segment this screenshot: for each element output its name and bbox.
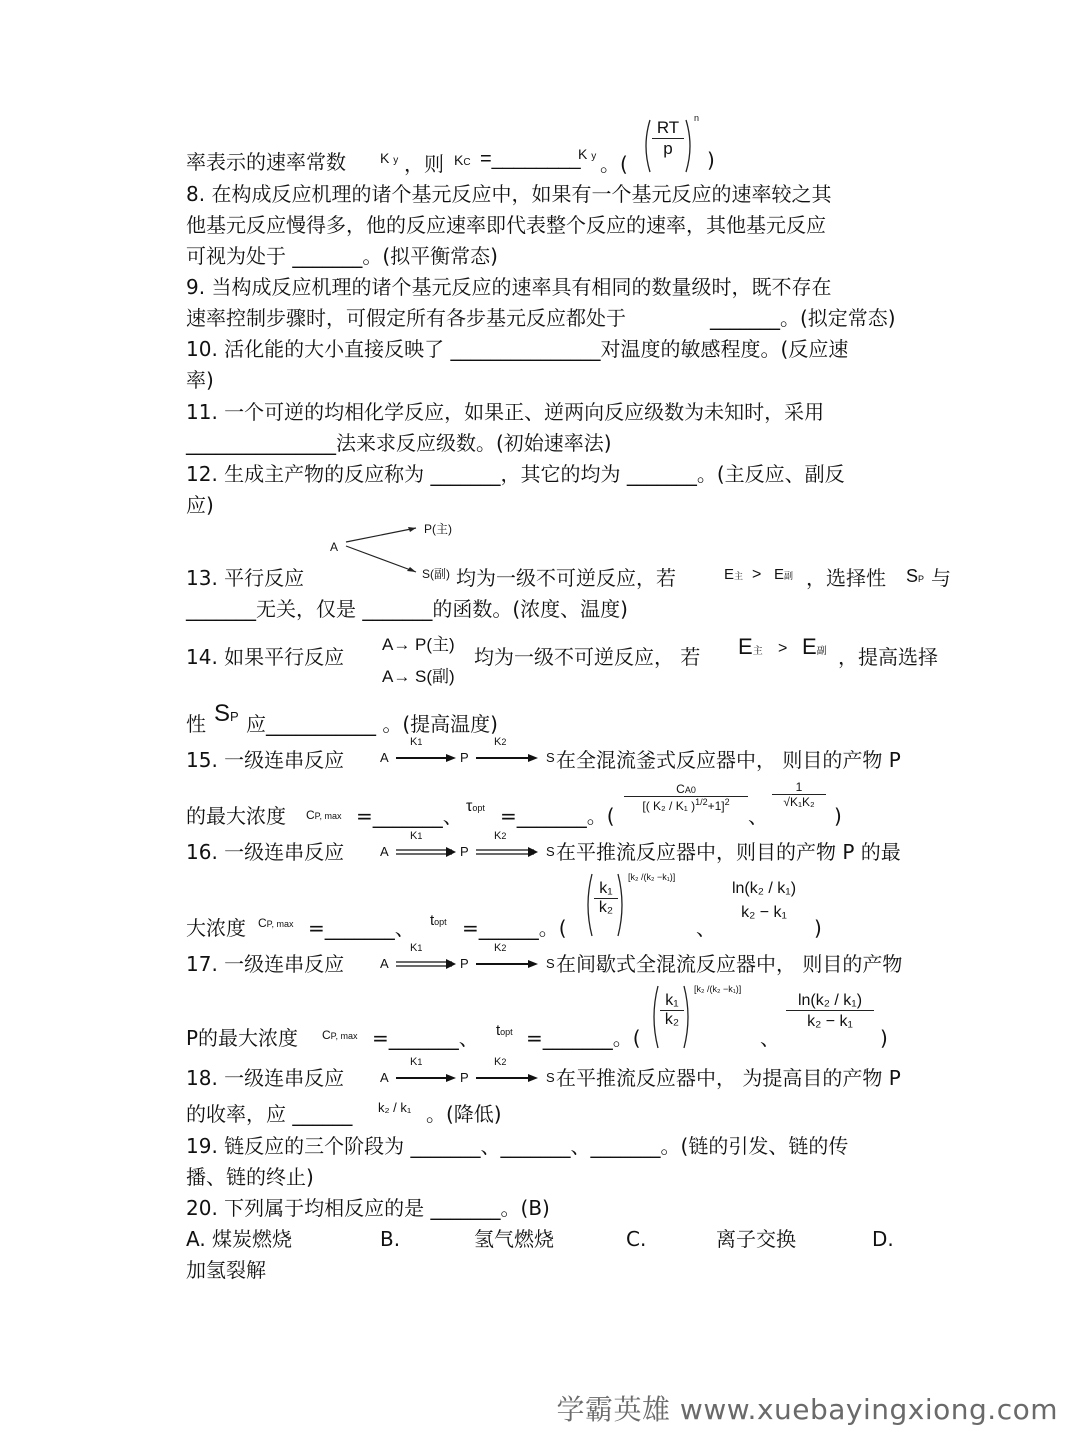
- intermediate-p: P: [460, 956, 469, 971]
- option-c: 离子交换: [716, 1227, 796, 1251]
- reactant-a: A: [380, 956, 389, 971]
- q15-label: 15. 一级连串反应: [186, 748, 345, 772]
- q9-line-2b: _______。(拟定常态): [710, 306, 896, 330]
- sp-symbol: SP: [906, 566, 925, 586]
- q13-text-2: ，选择性: [806, 566, 886, 590]
- k2-label: K2: [494, 830, 507, 842]
- series-arrows-icon: [396, 1068, 544, 1090]
- q18-text: 在平推流反应器中， 为提高目的产物 P: [556, 1066, 901, 1090]
- reaction-1: A→ P(主): [382, 635, 455, 654]
- q8-line-3: 可视为处于 _______。(拟平衡常态): [186, 244, 498, 268]
- text: ，则: [404, 152, 444, 176]
- k2-over-k1: k₂ / k₁: [378, 1100, 412, 1115]
- option-d-letter: D.: [872, 1227, 894, 1251]
- product-p-main: P(主): [424, 522, 452, 536]
- k2-label: K2: [494, 942, 507, 954]
- cp-max: CP, max: [258, 916, 294, 930]
- q9-line-1: 9. 当构成反应机理的诸个基元反应的速率具有相同的数量级时，既不存在: [186, 275, 832, 299]
- reactant-a: A: [380, 1070, 389, 1085]
- reactant-a: A: [330, 540, 339, 554]
- text: ): [707, 148, 715, 172]
- ln-fraction: ln(k₂ / k₁) k₂ − k₁: [731, 880, 797, 921]
- intermediate-p: P: [460, 844, 469, 859]
- text: 、: [696, 916, 716, 940]
- e-side: E副: [774, 566, 794, 583]
- ky-symbol: K y: [380, 150, 399, 166]
- answer-fraction-2: $\frac{1}{\text{√K₁K₂}}$: [772, 780, 826, 809]
- q14-text-2: ，提高选择: [838, 645, 938, 669]
- product-s: S: [546, 750, 555, 765]
- text: ): [834, 804, 842, 828]
- product-s: S: [546, 956, 555, 971]
- option-b-letter: B.: [380, 1227, 401, 1251]
- reaction-2: A→ S(副): [382, 667, 455, 686]
- option-d: 加氢裂解: [186, 1258, 266, 1282]
- k1-over-k2: $\frac{\text{k₁}}{\text{k₂}}$: [660, 992, 684, 1029]
- q14-line-2b: 应___________ 。(提高温度): [246, 712, 498, 736]
- k1-over-k2: $\frac{\text{k₁}}{\text{k₂}}$: [594, 880, 618, 917]
- q15-text: 在全混流釜式反应器中， 则目的产物 P: [556, 748, 901, 772]
- q13-text-3: 与: [931, 566, 951, 590]
- series-arrows-icon: [396, 842, 544, 864]
- k1-label: K1: [410, 736, 423, 748]
- q11-line-2: _______________法来求反应级数。(初始速率法): [186, 431, 612, 455]
- sp-symbol: SP: [214, 700, 239, 727]
- q18-line-2: 的收率，应 ______: [186, 1102, 353, 1126]
- q12-line-2: 应): [186, 493, 214, 517]
- q9-line-2: 速率控制步骤时，可假定所有各步基元反应都处于: [186, 306, 626, 330]
- answer-fraction-1: $\frac{CA0}{[( K_2 / K_1 )^{1/2}+1]^2}$: [624, 782, 748, 813]
- e-side: E副: [802, 634, 827, 659]
- k1-label: K1: [410, 942, 423, 954]
- series-arrows-icon: [396, 748, 544, 770]
- exponent: [k₂ /(k₂ −k₁)]: [628, 872, 676, 882]
- q20-line-1: 20. 下列属于均相反应的是 _______。(B): [186, 1196, 550, 1220]
- q17-label: 17. 一级连串反应: [186, 952, 345, 976]
- option-a: A. 煤炭燃烧: [186, 1227, 293, 1251]
- blank-1: =_______、: [372, 1026, 479, 1050]
- series-arrows-icon: [396, 954, 544, 976]
- q16-label: 16. 一级连串反应: [186, 840, 345, 864]
- blank-2: =______。(: [462, 916, 567, 940]
- q15-line-2: 的最大浓度: [186, 804, 286, 828]
- k1-label: K1: [410, 1056, 423, 1068]
- option-b: 氢气燃烧: [474, 1227, 554, 1251]
- blank-2: =_______。(: [526, 1026, 641, 1050]
- exponent: [k₂ /(k₂ −k₁)]: [694, 984, 742, 994]
- q8-line-2: 他基元反应慢得多，他的反应速率即代表整个反应的速率，其他基元反应: [186, 213, 826, 237]
- blank-1: =_______、: [356, 804, 463, 828]
- cp-max: CP, max: [322, 1028, 358, 1042]
- q16-text: 在平推流反应器中，则目的产物 P 的最: [556, 840, 901, 864]
- blank: =________: [480, 148, 581, 170]
- q17-text: 在间歇式全混流反应器中， 则目的产物: [556, 952, 903, 976]
- ky-symbol-2: K y: [578, 146, 597, 162]
- product-s: S: [546, 844, 555, 859]
- exponent-n: n: [694, 113, 700, 123]
- q10-line-1: 10. 活化能的大小直接反映了 _______________对温度的敏感程度。(反应速: [186, 337, 849, 361]
- text: 、: [760, 1026, 780, 1050]
- k1-label: K1: [410, 830, 423, 842]
- q19-line-2: 播、链的终止): [186, 1165, 314, 1189]
- q16-line-2: 大浓度: [186, 916, 246, 940]
- tau-opt: τopt: [466, 798, 485, 815]
- k2-label: K2: [494, 736, 507, 748]
- t-opt: topt: [430, 912, 447, 929]
- product-s-side: S(副): [422, 567, 450, 581]
- q14-text: 均为一级不可逆反应， 若: [474, 645, 701, 669]
- watermark: 学霸英雄 www.xuebayingxiong.com: [556, 1393, 1058, 1426]
- q13-label: 13. 平行反应: [186, 566, 305, 590]
- greater-than: >: [752, 566, 762, 583]
- greater-than: >: [778, 640, 788, 657]
- q18-answer: 。(降低): [426, 1102, 502, 1126]
- cp-max: CP, max: [306, 808, 342, 822]
- q13-line-2: _______无关，仅是 _______的函数。(浓度、温度): [186, 597, 628, 621]
- intermediate-p: P: [460, 750, 469, 765]
- intermediate-p: P: [460, 1070, 469, 1085]
- text: ): [880, 1026, 888, 1050]
- q18-label: 18. 一级连串反应: [186, 1066, 345, 1090]
- q11-line-1: 11. 一个可逆的均相化学反应，如果正、逆两向反应级数为未知时，采用: [186, 400, 825, 424]
- e-main: E主: [738, 634, 763, 659]
- ln-fraction: $\frac{\text{ln(k₂ / k₁)}}{\text{k₂ − k₁}}$: [786, 992, 874, 1031]
- q14-label: 14. 如果平行反应: [186, 645, 345, 669]
- text: 、: [748, 804, 768, 828]
- line-1: [186, 148, 346, 176]
- branch-arrows-icon: [344, 520, 424, 580]
- q17-line-2: P的最大浓度: [186, 1026, 299, 1050]
- text: ): [814, 916, 822, 940]
- rt-over-p: $\frac{RT}{p}$: [652, 118, 684, 159]
- option-c-letter: C.: [626, 1227, 647, 1251]
- text: 。(: [600, 152, 628, 176]
- q19-line-1: 19. 链反应的三个阶段为 _______、_______、_______。(链的引发、链的传: [186, 1134, 849, 1158]
- blank-2: =_______。(: [500, 804, 615, 828]
- blank-1: =_______、: [308, 916, 415, 940]
- e-main: E主: [724, 566, 744, 583]
- q10-line-2: 率): [186, 368, 214, 392]
- t-opt: topt: [496, 1022, 513, 1039]
- q13-text: 均为一级不可逆反应，若: [456, 566, 676, 590]
- kc-symbol: KC: [454, 152, 471, 168]
- product-s: S: [546, 1070, 555, 1085]
- k2-label: K2: [494, 1056, 507, 1068]
- q8-line-1: 8. 在构成反应机理的诸个基元反应中，如果有一个基元反应的速率较之其: [186, 182, 832, 206]
- reactant-a: A: [380, 844, 389, 859]
- q14-line-2: 性: [186, 712, 206, 736]
- text: 率表示的速率常数: [186, 150, 346, 174]
- q12-line-1: 12. 生成主产物的反应称为 _______，其它的均为 _______。(主反应、副反: [186, 462, 845, 486]
- reactant-a: A: [380, 750, 389, 765]
